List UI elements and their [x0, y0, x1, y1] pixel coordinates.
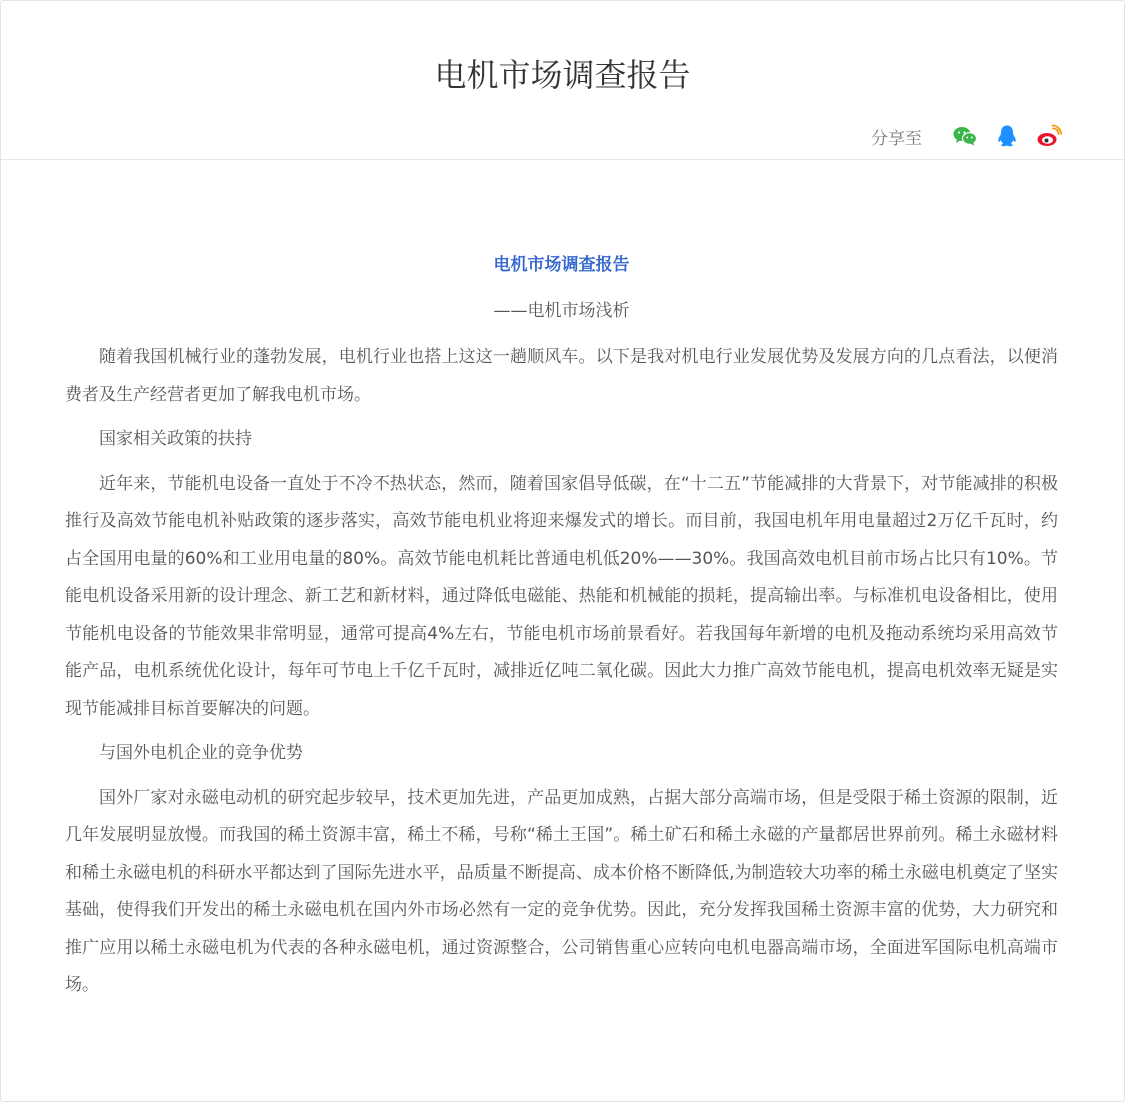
article-title: 电机市场调查报告 [493, 255, 630, 275]
section-heading-policy: 国家相关政策的扶持 [99, 429, 252, 449]
share-label: 分享至 [871, 128, 922, 149]
page-header [1, 1, 1124, 160]
share-bar [871, 121, 1062, 151]
paragraph-policy: 近年来，节能机电设备一直处于不冷不热状态，然而，随着国家倡导低碳，在“十二五”节能减排的大背景下，对节能减排的积极推行及高效节能电机补贴政策的逐步落实，高效节能电机业将迎来爆发式的增长。而目前，我国电机年用电量超过2万亿千瓦时，约占全国用电量的60%和工业用电量的80%。高效节能电机耗比普通电机低20%——30%。我国高效电机目前市场占比只有10%。节能电机设备采用新的设计理念、新工艺和新材料，通过降低电磁能、热能和机械能的损耗，提高输出率。与标准机电设备相比，使用节能机电设备的节能效果非常明显，通常可提高4%左右，节能电机市场前景看好。若我国每年新增的电机及拖动系统均采用高效节能产品，电机系统优化设计，每年可节电上千亿千瓦时，减排近亿吨二氧化碳。因此大力推广高效节能电机，提高电机效率无疑是实现节能减排目标首要解决的问题。 [65, 473, 1058, 719]
weibo-icon[interactable] [1036, 123, 1062, 149]
paragraph-advantage: 国外厂家对永磁电动机的研究起步较早，技术更加先进，产品更加成熟，占据大部分高端市场，但是受限于稀土资源的限制，近几年发展明显放慢。而我国的稀土资源丰富，稀土不稀，号称“稀土王国”。稀土矿石和稀土永磁的产量都居世界前列。稀土永磁材料和稀土永磁电机的科研水平都达到了国际先进水平，品质量不断提高、成本价格不断降低,为制造较大功率的稀土永磁电机奠定了坚实基础，使得我们开发出的稀土永磁电机在国内外市场必然有一定的竞争优势。因此，充分发挥我国稀土资源丰富的优势，大力研究和推广应用以稀土永磁电机为代表的各种永磁电机，通过资源整合，公司销售重心应转向电机电器高端市场，全面进军国际电机高端市场。 [65, 787, 1058, 995]
article-body [65, 241, 1058, 1012]
qq-icon[interactable] [994, 123, 1020, 149]
article-subtitle: ——电机市场浅析 [493, 301, 630, 321]
wechat-icon[interactable] [952, 123, 978, 149]
paragraph-intro: 随着我国机械行业的蓬勃发展，电机行业也搭上这这一趟顺风车。以下是我对机电行业发展优势及发展方向的几点看法，以便消费者及生产经营者更加了解我电机市场。 [65, 347, 1058, 405]
section-heading-advantage: 与国外电机企业的竞争优势 [99, 743, 303, 763]
page-title: 电机市场调查报告 [434, 56, 691, 94]
